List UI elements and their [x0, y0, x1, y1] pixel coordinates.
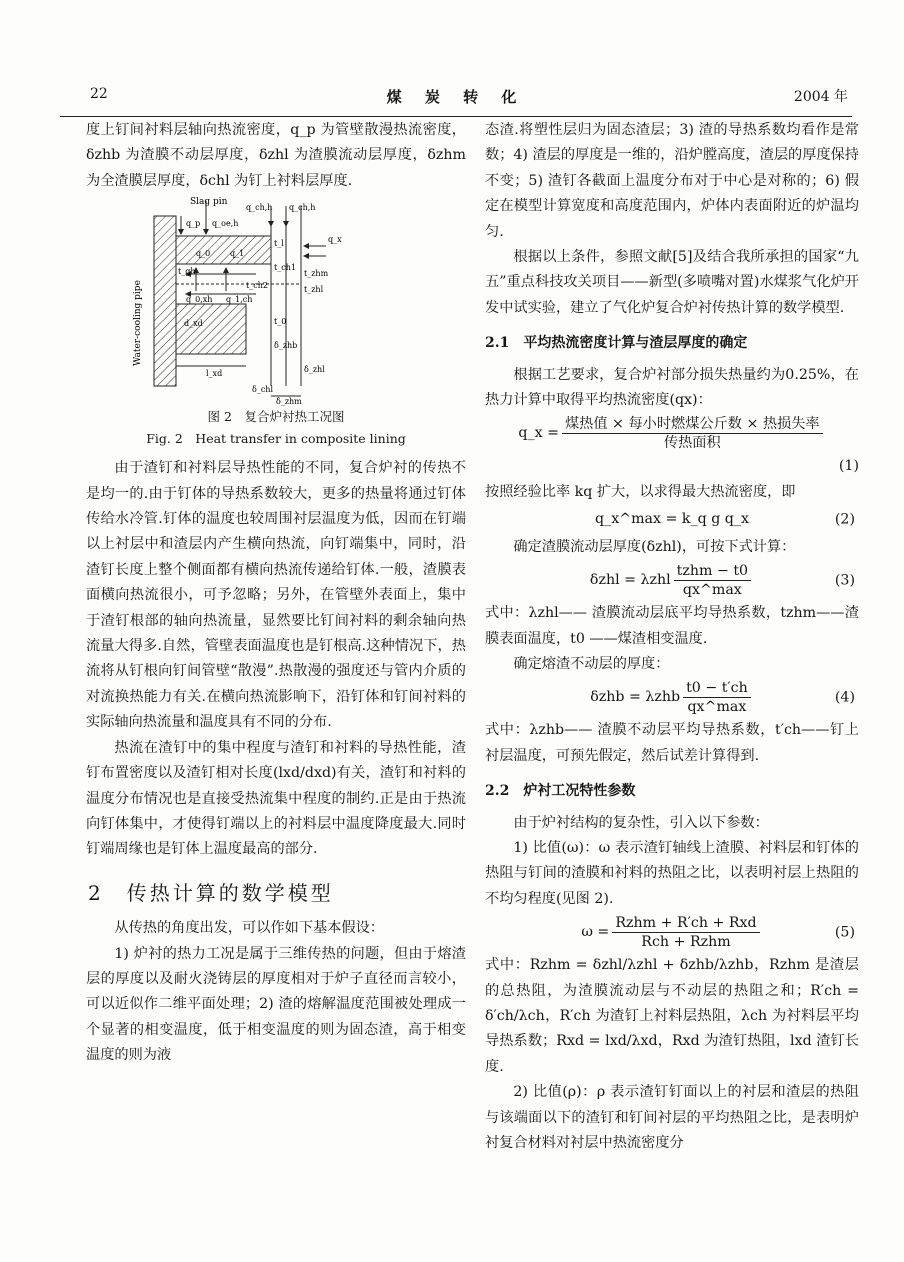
slag-pin-label: Slag pin: [190, 197, 228, 208]
paragraph: 热流在渣钉中的集中程度与渣钉和衬料的导热性能，渣钉布置密度以及渣钉相对长度(lxd/dxd)有关，渣钉和衬料的温度分布情况也是直接受热流集中程度的制约.正是由于热流向钉体集中，才使得钉端以上的衬料层中温度降度最大.同时钉端周缘也是钉体上温度最高的部分.: [86, 739, 466, 858]
equation-number: (5): [834, 923, 855, 940]
subsection-heading: 2.1 平均热流密度计算与渣层厚度的确定: [485, 335, 748, 352]
label-dzhm: δ_zhm: [276, 397, 302, 407]
equation-2: q_x^max = k_q g q_x (2): [485, 507, 859, 532]
paragraph: 1) 炉衬的热力工况是属于三维传热的问题，但由于熔渣层的厚度以及耐火浇铸层的厚度相对于炉子直径而言较小，可以近似作二维平面处理；2) 渣的熔解温度范围被处理成一个显著的相变温度，低于相变温度的则为固态渣，高于相变温度的则为液: [86, 945, 466, 1064]
paragraph: 确定熔渣不动层的厚度：: [513, 655, 670, 672]
paragraph: 从传热的角度出发，可以作如下基本假设：: [114, 920, 384, 937]
figure-caption-cn: 图 2 复合炉衬热工况图: [207, 409, 345, 425]
journal-title: 煤 炭 转 化: [386, 88, 526, 106]
label-qoeh: q_oe,h: [212, 219, 239, 229]
equation-1: q_x = $\frac{\text{煤热值 × 每小时燃煤公斤数 × 热损失率}}{\text{传热面积}}$: [485, 415, 859, 452]
label-tch2: t_ch2: [246, 281, 268, 291]
label-dzhl: δ_zhl: [304, 365, 325, 375]
paragraph: 2) 比值(ρ)：ρ 表示渣钉钉面以上的衬层和渣层的热阻与该端面以下的渣钉和钉间衬层的平均热阻之比，是表明炉衬复合材料对衬层中热流密度分: [485, 1084, 859, 1151]
page-number: 22: [90, 86, 108, 102]
page-header: [60, 86, 852, 117]
label-tl: t_l: [274, 239, 284, 249]
equation-3: δzhl = λzhl $\frac{\text{tzhm − t0}}{qx\^{}\max}$ (3): [589, 563, 855, 599]
label-dxd: d_xd: [184, 319, 203, 329]
subsection-heading: 2.2 炉衬工况特性参数: [485, 783, 636, 800]
label-q0: q_0: [196, 249, 211, 259]
equation-number: (2): [834, 511, 855, 528]
paragraph: 根据工艺要求，复合炉衬部分损失热量约为0.25%，在热力计算中取得平均热流密度(qx)：: [485, 366, 859, 409]
label-tch1: t_ch1: [274, 263, 296, 273]
label-dzhb: δ_zhb: [274, 341, 298, 351]
equation-4: δzhb = λzhb $\frac{t0 - t'ch}{qx\^{}\max}$ (4): [590, 680, 855, 716]
paragraph: 按照经验比率 kq 扩大，以求得最大热流密度，即: [485, 483, 796, 500]
left-column: [86, 118, 466, 1069]
paragraph: 1) 比值(ω)：ω 表示渣钉轴线上渣膜、衬料层和钉体的热阻与钉间的渣膜和衬料的热阻之比，以表明衬层上热阻的不均匀程度(见图 2).: [485, 839, 859, 907]
equation-number: (1): [838, 458, 859, 475]
paragraph: 根据以上条件，参照文献[5]及结合我所承担的国家“九五”重点科技攻关项目——新型(多喷嘴对置)水煤浆气化炉开发中试实验，建立了气化炉复合炉衬传热计算的数学模型.: [485, 249, 859, 316]
label-dchl: δ_chl: [252, 385, 274, 395]
label-qp: q_p: [186, 219, 201, 229]
paragraph: 态渣.将塑性层归为固态渣层；3) 渣的导热系数均看作是常数；4) 渣层的厚度是一维的，沿炉膛高度，渣层的厚度保持不变；5) 渣钉各截面上温度分布对于中心是对称的；6) 假定在模型计算宽度和高度范围内，炉体内表面附近的炉温均匀.: [485, 122, 859, 240]
paragraph: 式中：λzhl—— 渣膜流动层底平均导热系数，tzhm——渣膜表面温度，t0 ——煤渣相变温度.: [485, 605, 859, 647]
label-qx: q_x: [328, 235, 342, 245]
label-qch-a: q_ch,h: [246, 203, 273, 213]
label-q0xh: q_0,xh: [186, 295, 213, 305]
label-q1: q_1: [230, 249, 245, 259]
label-q1ch: q_1,ch: [226, 295, 253, 305]
equation-number: (3): [834, 571, 855, 588]
label-qch-b: q_ch,h: [289, 203, 316, 213]
heat-transfer-diagram: [126, 196, 356, 406]
pipe-label: Water-cooling pipe: [133, 280, 143, 367]
label-t0: t_0: [274, 317, 287, 327]
paragraph: 由于炉衬结构的复杂性，引入以下参数：: [513, 814, 769, 831]
equation-number: (4): [834, 689, 855, 706]
label-tgh: t_gh: [178, 267, 196, 277]
label-lxd: l_xd: [206, 369, 223, 379]
section-heading: 2 传热计算的数学模型: [88, 880, 334, 905]
figure-2: [86, 196, 466, 450]
paragraph: 由于渣钉和衬料层导热性能的不同，复合炉衬的传热不是均一的.由于钉体的导热系数较大，更多的热量将通过钉体传给水冷管.钉体的温度也较周围衬层温度为低，因而在钉端以上衬层中和渣层内产生横向热流，向钉端集中，同时，沿渣钉长度上整个侧面都有横向热流传递给钉体.一般，渣膜表面横向热流很小，可予忽略；另外，在管壁外表面上，集中于渣钉根部的轴向热流量，显然要比钉间衬料的剩余轴向热流量大得多.自然，管壁表面温度也是钉根高.这种情况下，热流将从钉根向钉间管壁“散漫”.热散漫的强度还与管内介质的对流换热能力有关.在横向热流影响下，沿钉体和钉间衬料的实际轴向热流量和温度具有不同的分布.: [86, 460, 466, 731]
figure-caption-en: Fig. 2 Heat transfer in composite lining: [146, 431, 406, 447]
paragraph: 式中：Rzhm = δzhl/λzhl + δzhb/λzhb，Rzhm 是渣层的总热阻，为渣膜流动层与不动层的热阻之和；R′ch = δ′ch/λch，R′ch 为渣钉上衬料层热阻，λch 为衬料层平均导热系数；Rxd = lxd/λxd，Rxd 为渣钉热阻，lxd 渣钉长度.: [485, 957, 859, 1075]
paragraph: 度上钉间衬料层轴向热流密度，q_p 为管壁散漫热流密度，δzhb 为渣膜不动层厚度，δzhl 为渣膜流动层厚度，δzhm 为全渣膜层厚度，δchl 为钉上衬料层厚度.: [86, 122, 466, 189]
paragraph: 式中：λzhb—— 渣膜不动层平均导热系数，t′ch——钉上衬层温度，可预先假定，然后试差计算得到.: [485, 722, 859, 764]
label-tzhm: t_zhm: [304, 269, 329, 279]
equation-5: ω = $\frac{\text{Rzhm + R′ch + Rxd}}{\text{Rch + Rzhm}}$ (5): [581, 915, 855, 951]
label-tzhl: t_zhl: [304, 285, 324, 295]
paragraph: 确定渣膜流动层厚度(δzhl)，可按下式计算：: [513, 538, 796, 555]
year: 2004 年: [793, 89, 848, 105]
right-column: [485, 118, 859, 1156]
